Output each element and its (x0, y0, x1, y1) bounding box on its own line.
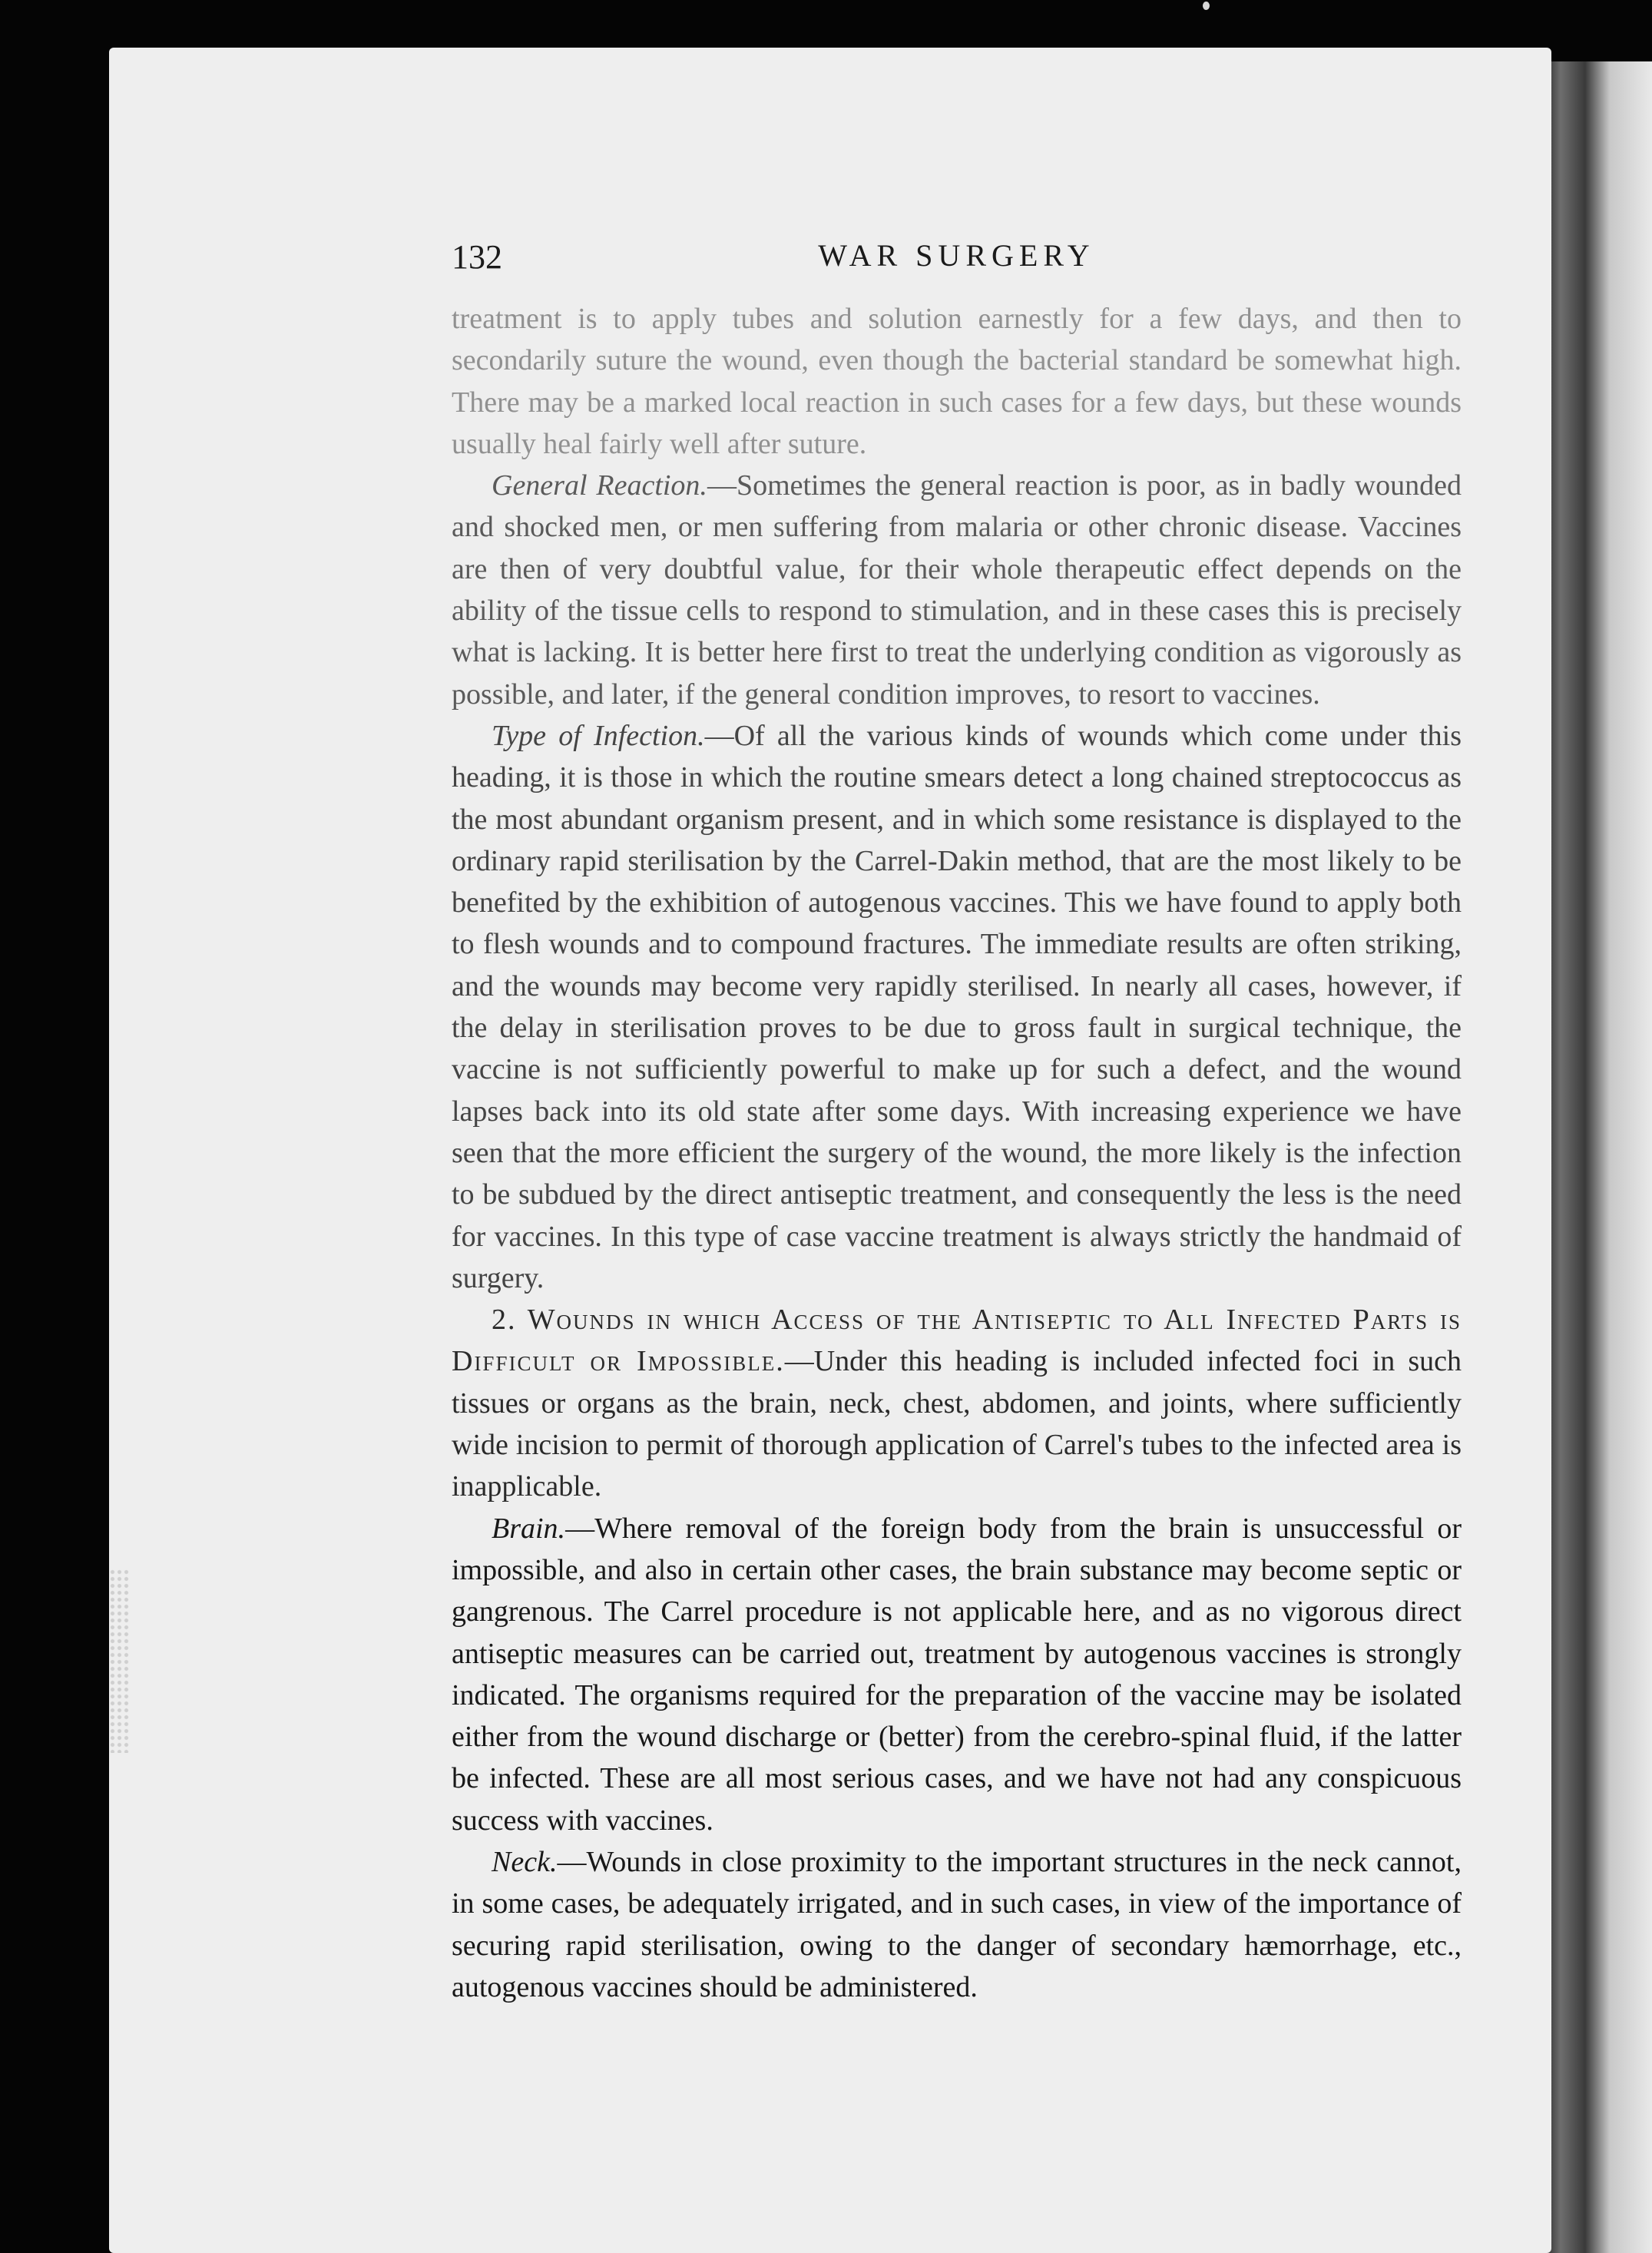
paragraph-general-reaction (452, 465, 1462, 715)
paragraph-text: —Under this heading is included infected foci in such tissues or organs as the brain, neck, chest, abdomen, and joints, where sufficiently wide incision to permit of thorough application of Carrel's tubes to the infected area is inapplicable. (452, 1345, 1462, 1503)
paragraph-lead: General Reaction. (492, 469, 707, 502)
adjacent-page-edge (1541, 61, 1652, 2253)
paragraph-text: —Where removal of the foreign body from the brain is unsuccessful or impossible, and also in certain other cases, the brain substance may become septic or gangrenous. The Carrel procedure is not applicable here, and as no vigorous direct antiseptic measures can be carried out, treatment by autogenous vaccines is strongly indicated. The organisms required for the preparation of the vaccine may be isolated either from the wound discharge or (better) from the cerebro-spinal fluid, if the latter be infected. These are all most serious cases, and we have not had any conspicuous success with vaccines. (452, 1512, 1462, 1837)
paragraph-text: —Wounds in close proximity to the important structures in the neck cannot, in some cases, be adequately irrigated, and in such cases, in view of the importance of securing rapid sterilisation, owing to the danger of secondary hæmorrhage, etc., autogenous vaccines should be administered. (452, 1845, 1462, 2003)
body-text (452, 298, 1462, 2008)
page-number: 132 (452, 238, 502, 276)
paragraph-lead: Brain. (492, 1512, 566, 1545)
paragraph-text: —Sometimes the general reaction is poor, as in badly wounded and shocked men, or men suffering from malaria or other chronic disease. Vaccines are then of very doubtful value, for their whole therapeutic effect depends on the ability of the tissue cells to respond to stimulation, and in these cases this is precisely what is lacking. It is better here first to treat the underlying condition as vigorously as possible, and later, if the general condition improves, to resort to vaccines. (452, 469, 1462, 711)
page-header (452, 233, 1462, 279)
paragraph-text: —Of all the various kinds of wounds which come under this heading, it is those in which the routine smears detect a long chained streptococcus as the most abundant organism present, and in which some resistance is displayed to the ordinary rapid sterilisation by the Carrel-Dakin method, that are the most likely to be benefited by the exhibition of autogenous vaccines. This we have found to apply both to flesh wounds and to compound fractures. The immediate results are often striking, and the wounds may become very rapidly sterilised. In nearly all cases, however, if the delay in sterilisation proves to be due to gross fault in surgical technique, the vaccine is not sufficiently powerful to make up for such a defect, and the wound lapses back into its old state after some days. With increasing experience we have seen that the more efficient the surgery of the wound, the more likely is the infection to be subdued by the direct antiseptic treatment, and consequently the less is the need for vaccines. In this type of case vaccine treatment is always strictly the handmaid of surgery. (452, 719, 1462, 1294)
paragraph-brain (452, 1508, 1462, 1841)
section-heading: 2. Wounds in which Access of the Antiseptic to All Infected Parts is Difficult or Impossible. (452, 1304, 1462, 1378)
paragraph-text: treatment is to apply tubes and solution earnestly for a few days, and then to secondarily suture the wound, even though the bacterial standard be somewhat high. There may be a marked local reaction in such cases for a few days, but these wounds usually heal fairly well after suture. (452, 303, 1462, 460)
paragraph-type-of-infection (452, 715, 1462, 1299)
scan-artifact-pattern (109, 1569, 131, 1753)
scan-speck (1203, 2, 1210, 10)
running-head: WAR SURGERY (818, 238, 1095, 273)
paragraph-continuation (452, 298, 1462, 465)
paragraph-lead: Neck. (492, 1845, 558, 1878)
paragraph-lead: Type of Infection. (492, 719, 705, 752)
paragraph-section-2 (452, 1299, 1462, 1507)
paragraph-neck (452, 1841, 1462, 2008)
